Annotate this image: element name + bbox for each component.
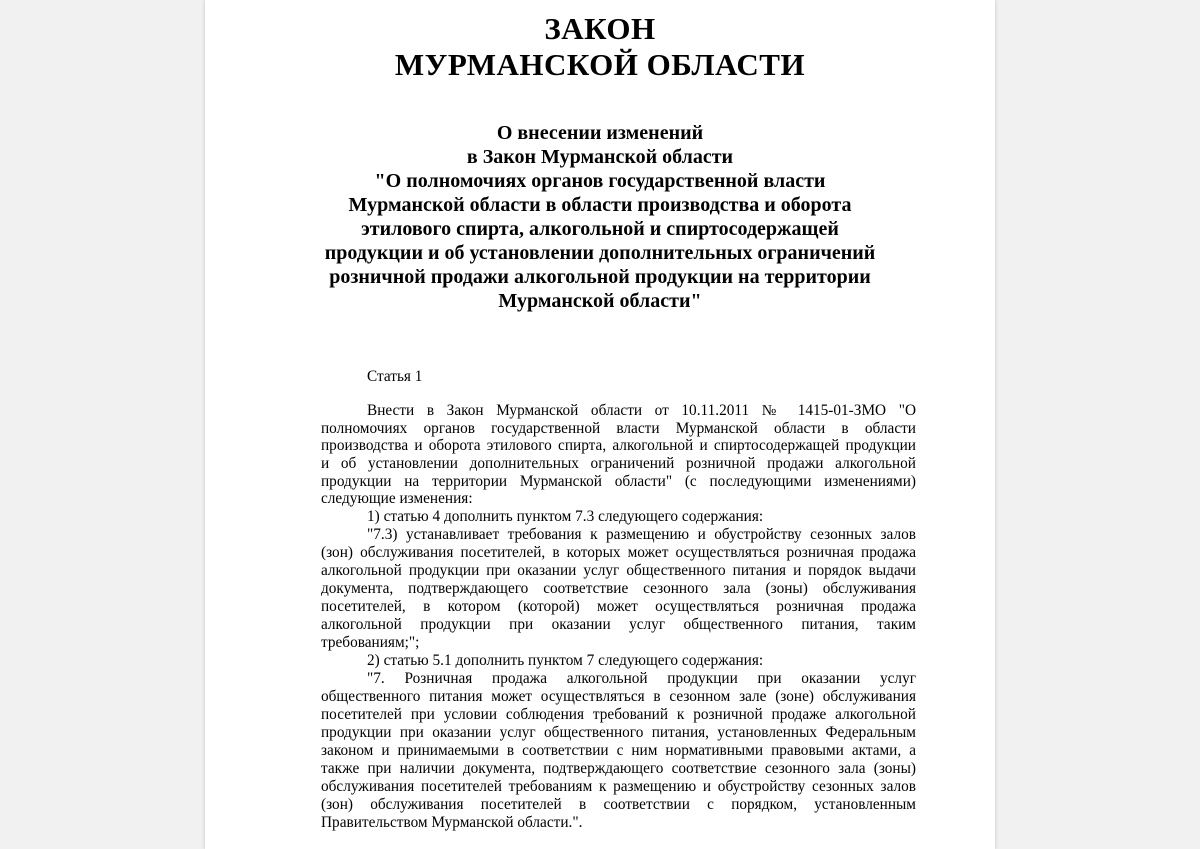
body-line: документа, подтверждающего соответствие сезонного зала (зоны) обслуживания [321, 580, 916, 597]
body-line: общественного питания может осуществляться в сезонном зале (зоне) обслуживания [321, 688, 916, 705]
body-line: "7.3) устанавливает требования к размещению и обустройству сезонных залов [367, 526, 916, 543]
law-subject-line: Мурманской области в области производства и оборота [348, 194, 852, 216]
body-line: посетителей, в котором (которой) может осуществляться розничная продажа [321, 598, 916, 615]
law-subject-line: в Закон Мурманской области [466, 146, 734, 168]
body-line: 2) статью 5.1 дополнить пунктом 7 следующего содержания: [367, 652, 764, 669]
law-subject-line: О внесении изменений [496, 122, 704, 144]
body-line: обслуживания посетителей требованиям к размещению и обустройству сезонных залов [321, 778, 916, 795]
law-title: ЗАКОН [544, 11, 656, 46]
body-line: посетителей при условии соблюдения требований к розничной продаже алкогольной [321, 706, 916, 723]
document-page [205, 0, 995, 849]
body-line: алкогольной продукции при оказании услуг общественного питания и порядок выдачи [321, 562, 916, 579]
body-line: продукции при оказании услуг общественного питания, установленных Федеральным [321, 724, 916, 741]
body-line: (зон) обслуживания посетителей в соответствии с порядком, установленным [321, 796, 916, 813]
law-subject-line: розничной продажи алкогольной продукции на территории [329, 266, 871, 288]
law-subject-line: продукции и об установлении дополнительных ограничений [324, 242, 876, 264]
body-line: также при наличии документа, подтверждающего соответствие сезонного зала (зоны) [321, 760, 916, 777]
article-heading: Статья 1 [367, 368, 423, 385]
law-subject-line: этилового спирта, алкогольной и спиртосодержащей [361, 218, 839, 240]
body-line: и об установлении дополнительных ограничений розничной продажи алкогольной [321, 455, 916, 472]
law-subject-line: Мурманской области" [498, 290, 702, 312]
body-line: "7. Розничная продажа алкогольной продукции при оказании услуг [367, 670, 916, 687]
law-subject-line: "О полномочиях органов государственной власти [374, 170, 826, 192]
body-line: следующие изменения: [321, 490, 473, 507]
body-line: алкогольной продукции при оказании услуг общественного питания, таким [321, 616, 916, 633]
body-line: продукции на территории Мурманской области" (с последующими изменениями) [321, 473, 916, 490]
law-region-title: МУРМАНСКОЙ ОБЛАСТИ [394, 47, 806, 82]
body-line: 1) статью 4 дополнить пунктом 7.3 следующего содержания: [367, 508, 764, 525]
body-line: (зон) обслуживания посетителей, в которых может осуществляться розничная продажа [321, 544, 916, 561]
body-line: Внести в Закон Мурманской области от 10.11.2011 № 1415-01-ЗМО "О [367, 402, 916, 419]
body-line: производства и оборота этилового спирта, алкогольной и спиртосодержащей продукции [321, 437, 916, 454]
body-line: требованиям;"; [321, 634, 420, 651]
body-line: Правительством Мурманской области.". [321, 814, 583, 831]
body-line: полномочиях органов государственной власти Мурманской области в области [321, 420, 916, 437]
body-line: законом и принимаемыми в соответствии с ним нормативными правовыми актами, а [321, 742, 916, 759]
